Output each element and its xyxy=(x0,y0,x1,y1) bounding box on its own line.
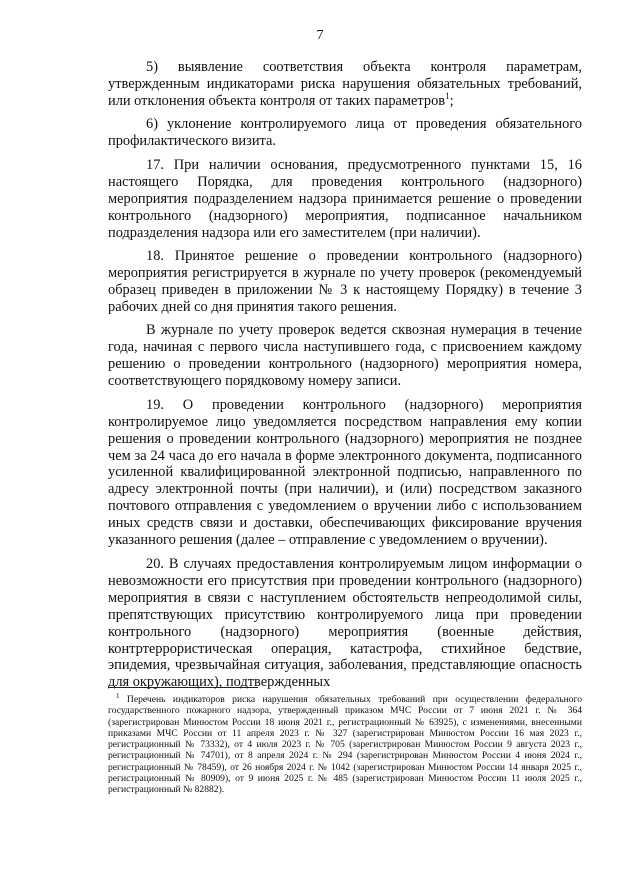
paragraph-clause-17: 17. При наличии основания, предусмотренного пунктами 15, 16 настоящего Порядка, для проведения контрольного (надзорного) мероприятия подразделением надзора принимается решение о проведении контрольного (надзорного) мероприятия, подписанное начальником подразделения надзора или его заместителем (при наличии). xyxy=(108,156,582,241)
footnote xyxy=(108,691,582,796)
paragraph-clause-20: 20. В случаях предоставления контролируемым лицом информации о невозможности его присутствия при проведении контрольного (надзорного) мероприятия в связи с наступлением обстоятельств непреодолимой силы, препятствующих присутствию контролируемого лица при проведении контрольного (надзорного) мероприятия (военные действия, контртеррористическая операция, катастрофа, стихийное бедствие, эпидемия, чрезвычайная ситуация, заболевания, представляющие опасность для окружающих), подтвержденных xyxy=(108,555,582,691)
footnote-divider xyxy=(108,687,258,688)
paragraph-clause-18: 18. Принятое решение о проведении контрольного (надзорного) мероприятия регистрируется в журнале по учету проверок (рекомендуемый образец приведен в приложении № 3 к настоящему Порядку) в течение 3 рабочих дней со дня принятия такого решения. xyxy=(108,248,582,315)
paragraph-tail: ; xyxy=(449,92,454,109)
paragraph-clause-19: 19. О проведении контрольного (надзорного) мероприятия контролируемое лицо уведомляется посредством направления ему копии решения о проведении контрольного (надзорного) мероприятия не позднее чем за 24 часа до его начала в форме электронного документа, подписанного усиленной квалифицированной электронной подписью, направленного по адресу электронной почты (при наличии), и (или) посредством заказного почтового отправления с уведомлением о вручении либо с использованием иных средств связи и доставки, обеспечивающих фиксирование вручения указанного решения (далее – отправление с уведомлением о вручении). xyxy=(108,396,582,549)
paragraph-text: 5) выявление соответствия объекта контроля параметрам, утвержденным индикаторами риска нарушения обязательных требований, или отклонения объекта контроля от таких параметров xyxy=(108,59,582,109)
paragraph-item-6: 6) уклонение контролируемого лица от проведения обязательного профилактического визита. xyxy=(108,116,582,150)
paragraph-item-5 xyxy=(108,59,582,110)
footnote-marker: 1 xyxy=(116,691,120,700)
document-body xyxy=(108,59,582,691)
page-number: 7 xyxy=(316,28,324,43)
paragraph-journal-numbering: В журнале по учету проверок ведется сквозная нумерация в течение года, начиная с первого числа наступившего года, с присвоением каждому решению о проведении контрольного (надзорного) мероприятия номера, соответствующего порядковому номеру записи. xyxy=(108,322,582,390)
footnote-reference: 1 xyxy=(445,91,450,102)
footnote-text: Перечень индикаторов риска нарушения обязательных требований при осуществлении федерального государственного пожарного надзора, утвержденный приказом МЧС России от 7 июня 2021 г. № 364 (зарегистрирован Минюстом России 18 июня 2021 г., регистрационный № 63925), с изменениями, внесенными приказами МЧС России от 11 апреля 2023 г. № 327 (зарегистрирован Минюстом России 16 мая 2023 г., регистрационный № 73332), от 4 июля 2023 г. № 705 (зарегистрирован Минюстом России 9 августа 2023 г., регистрационный № 74701), от 8 апреля 2024 г. № 294 (зарегистрирован Минюстом России 4 июня 2024 г., регистрационный № 78459), от 26 ноября 2024 г. № 1042 (зарегистрирован Минюстом России 14 января 2025 г., регистрационный № 80909), от 9 июня 2025 г. № 485 (зарегистрирован Минюстом России 11 июля 2025 г., регистрационный № 82882). xyxy=(108,694,582,796)
